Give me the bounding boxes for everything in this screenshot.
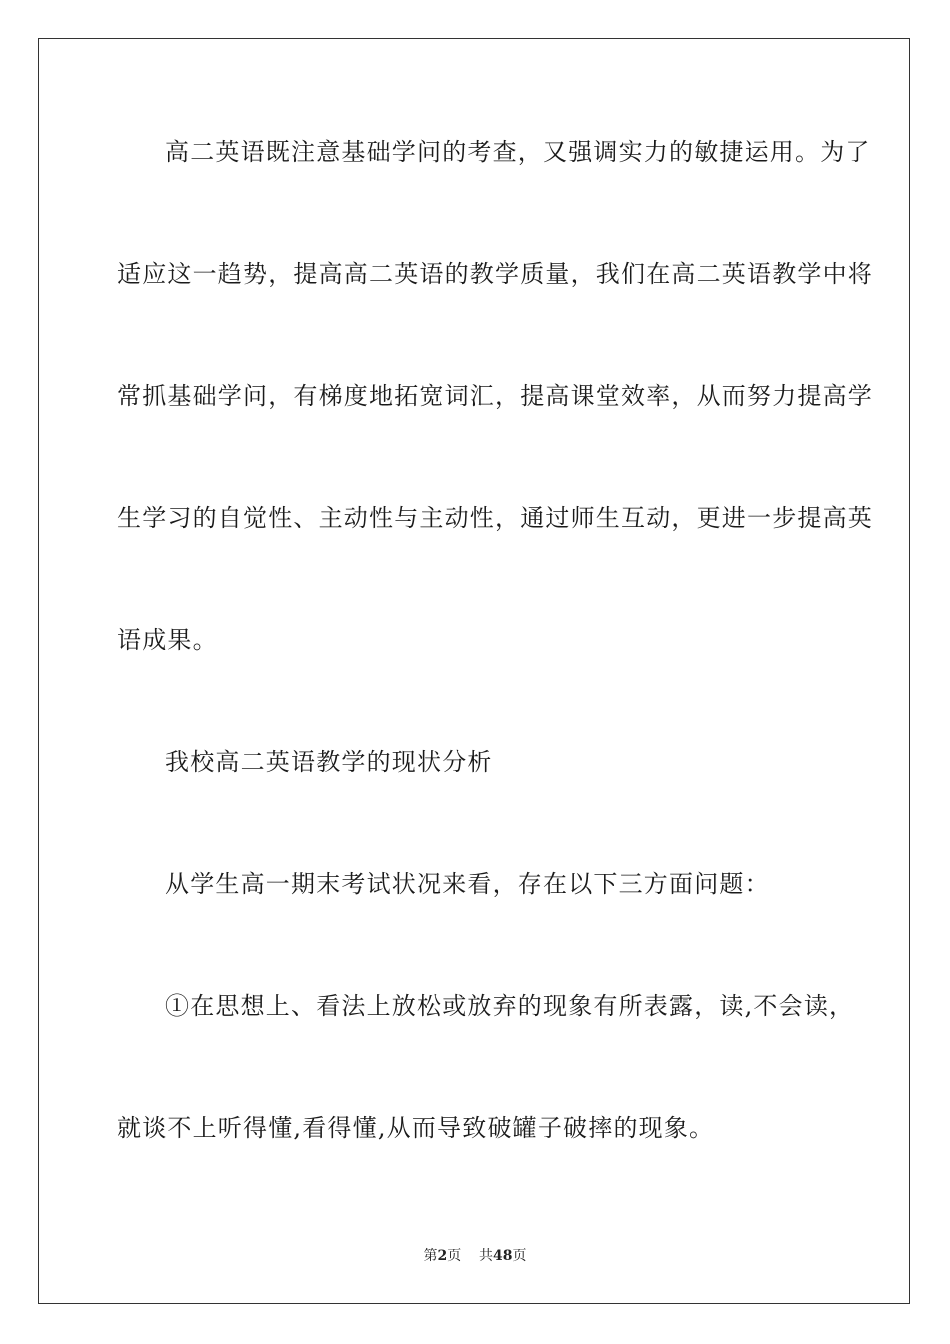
paragraph-3-line-2: 就谈不上听得懂,看得懂,从而导致破罐子破摔的现象。	[117, 1114, 715, 1142]
page-footer	[0, 1246, 950, 1266]
paragraph-1-line-3: 常抓基础学问，有梯度地拓宽词汇，提高课堂效率，从而努力提高学	[117, 382, 873, 410]
paragraph-1-line-5: 语成果。	[117, 626, 218, 654]
footer-page-number: 2	[437, 1248, 448, 1264]
paragraph-1-line-2: 适应这一趋势，提高高二英语的教学质量，我们在高二英语教学中将	[117, 260, 873, 288]
paragraph-3-line-1: ①在思想上、看法上放松或放弃的现象有所表露，读,不会读，	[165, 992, 855, 1020]
section-heading: 我校高二英语教学的现状分析	[165, 748, 493, 776]
paragraph-1-line-4: 生学习的自觉性、主动性与主动性，通过师生互动，更进一步提高英	[117, 504, 873, 532]
footer-total-prefix: 共	[479, 1248, 494, 1264]
footer-page-suffix: 页	[447, 1248, 462, 1264]
footer-page-prefix: 第	[423, 1248, 438, 1264]
footer-total-suffix: 页	[512, 1248, 527, 1264]
paragraph-2-line-1: 从学生高一期末考试状况来看，存在以下三方面问题：	[165, 870, 770, 898]
footer-total-pages: 48	[493, 1248, 513, 1264]
paragraph-1-line-1: 高二英语既注意基础学问的考查，又强调实力的敏捷运用。为了	[165, 138, 871, 166]
